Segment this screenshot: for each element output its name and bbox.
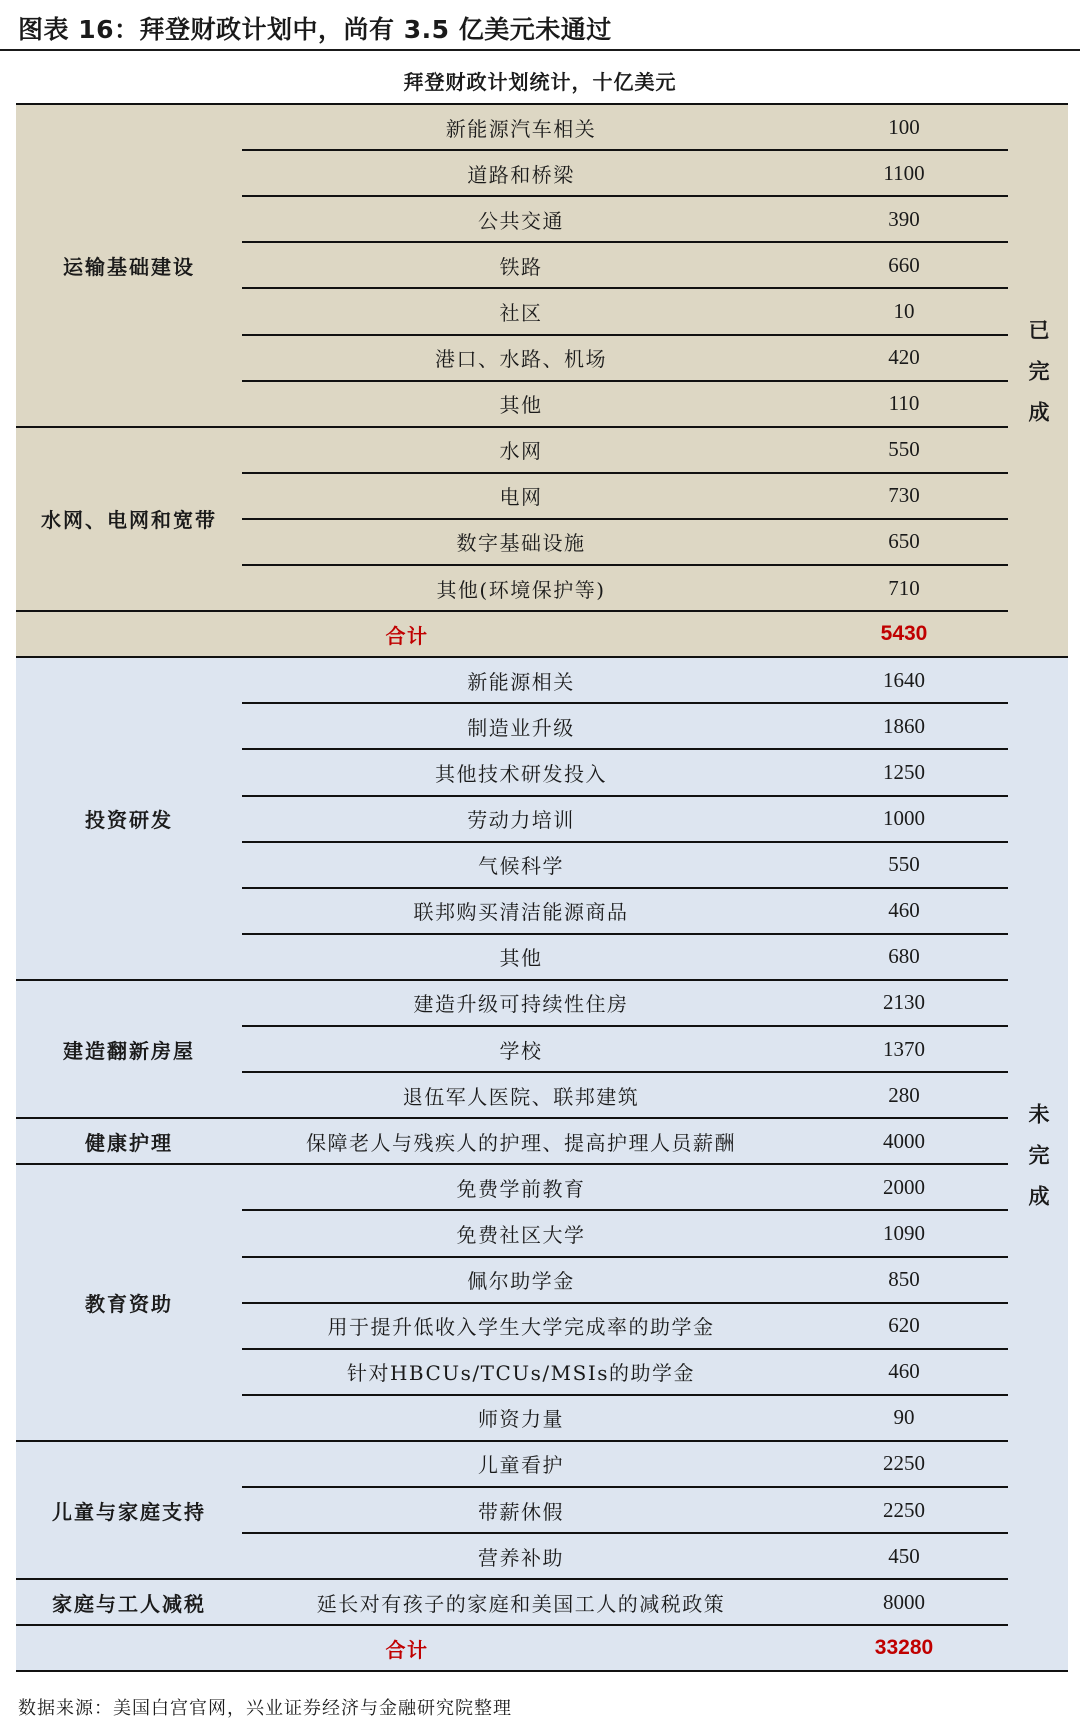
item-name: 铁路	[499, 254, 543, 279]
item-value: 90	[893, 1405, 915, 1430]
category-label: 教育资助	[85, 1292, 173, 1317]
item-name: 新能源相关	[467, 669, 575, 694]
item-name: 新能源汽车相关	[445, 116, 597, 141]
total-value: 33280	[874, 1636, 934, 1660]
total-label: 合计	[385, 623, 429, 648]
item-value: 550	[888, 852, 920, 877]
item-name: 儿童看护	[478, 1453, 564, 1478]
item-value: 850	[888, 1267, 920, 1292]
section-status: 未完成	[1026, 1102, 1051, 1226]
item-value: 2130	[883, 990, 925, 1015]
item-value: 710	[888, 575, 920, 600]
item-value: 8000	[883, 1589, 925, 1614]
item-name: 保障老人与残疾人的护理、提高护理人员薪酬	[306, 1130, 736, 1155]
item-value: 1640	[883, 667, 925, 692]
item-value: 1370	[883, 1036, 925, 1061]
total-label: 合计	[385, 1637, 429, 1662]
item-name: 其他	[499, 393, 543, 418]
figure-title: 图表 16：拜登财政计划中，尚有 3.5 亿美元未通过	[18, 15, 612, 44]
item-value: 1860	[883, 713, 925, 738]
item-value: 550	[888, 437, 920, 462]
category-label: 运输基础建设	[63, 254, 195, 279]
category-label: 儿童与家庭支持	[52, 1499, 206, 1524]
item-name: 延长对有孩子的家庭和美国工人的减税政策	[316, 1591, 726, 1616]
item-name: 其他(环境保护等)	[436, 577, 606, 602]
item-name: 劳动力培训	[467, 808, 575, 833]
item-name: 营养补助	[478, 1545, 564, 1570]
category-label: 建造翻新房屋	[63, 1038, 195, 1063]
total-value: 5430	[880, 622, 928, 646]
section-status: 已完成	[1026, 319, 1051, 443]
item-value: 1100	[883, 160, 925, 185]
item-name: 免费社区大学	[456, 1222, 586, 1247]
item-value: 390	[888, 206, 920, 231]
item-value: 2250	[883, 1497, 925, 1522]
item-name: 建造升级可持续性住房	[413, 992, 629, 1017]
item-value: 4000	[883, 1128, 925, 1153]
item-value: 1000	[883, 806, 925, 831]
item-name: 道路和桥梁	[467, 162, 575, 187]
item-name: 制造业升级	[467, 715, 575, 740]
item-value: 730	[888, 483, 920, 508]
item-value: 2250	[883, 1451, 925, 1476]
item-name: 港口、水路、机场	[435, 347, 607, 372]
item-name: 数字基础设施	[456, 531, 586, 556]
item-value: 420	[888, 345, 920, 370]
item-value: 460	[888, 898, 920, 923]
item-value: 280	[888, 1082, 920, 1107]
category-label: 投资研发	[85, 808, 173, 833]
item-name: 师资力量	[478, 1407, 564, 1432]
item-name: 免费学前教育	[456, 1176, 586, 1201]
category-label: 家庭与工人减税	[52, 1591, 206, 1616]
item-name: 联邦购买清洁能源商品	[413, 900, 629, 925]
item-name: 电网	[499, 485, 543, 510]
category-label: 健康护理	[85, 1130, 173, 1155]
item-name: 气候科学	[478, 854, 564, 879]
item-value: 460	[888, 1359, 920, 1384]
item-name: 公共交通	[478, 208, 564, 233]
item-value: 10	[893, 298, 915, 323]
item-value: 2000	[883, 1174, 925, 1199]
item-name: 学校	[499, 1038, 543, 1063]
item-name: 佩尔助学金	[467, 1269, 575, 1294]
item-value: 1250	[883, 759, 925, 784]
item-value: 680	[888, 944, 920, 969]
item-name: 水网	[499, 439, 543, 464]
item-name: 社区	[499, 300, 543, 325]
item-value: 450	[888, 1543, 920, 1568]
table-subtitle: 拜登财政计划统计，十亿美元	[403, 70, 677, 94]
item-name: 带薪休假	[478, 1499, 564, 1524]
item-name: 其他	[499, 946, 543, 971]
item-value: 650	[888, 529, 920, 554]
item-name: 退伍军人医院、联邦建筑	[402, 1084, 640, 1109]
item-name: 其他技术研发投入	[435, 761, 607, 786]
item-value: 660	[888, 252, 920, 277]
item-name: 针对HBCUs/TCUs/MSIs的助学金	[346, 1361, 695, 1386]
item-value: 100	[888, 114, 920, 139]
item-value: 1090	[883, 1220, 925, 1245]
section-bottom-border	[16, 1670, 1068, 1672]
category-label: 水网、电网和宽带	[41, 508, 217, 533]
item-value: 620	[888, 1313, 920, 1338]
source-note: 数据来源：美国白宫官网，兴业证券经济与金融研究院整理	[18, 1698, 512, 1719]
item-name: 用于提升低收入学生大学完成率的助学金	[327, 1315, 715, 1340]
item-value: 110	[888, 391, 920, 416]
